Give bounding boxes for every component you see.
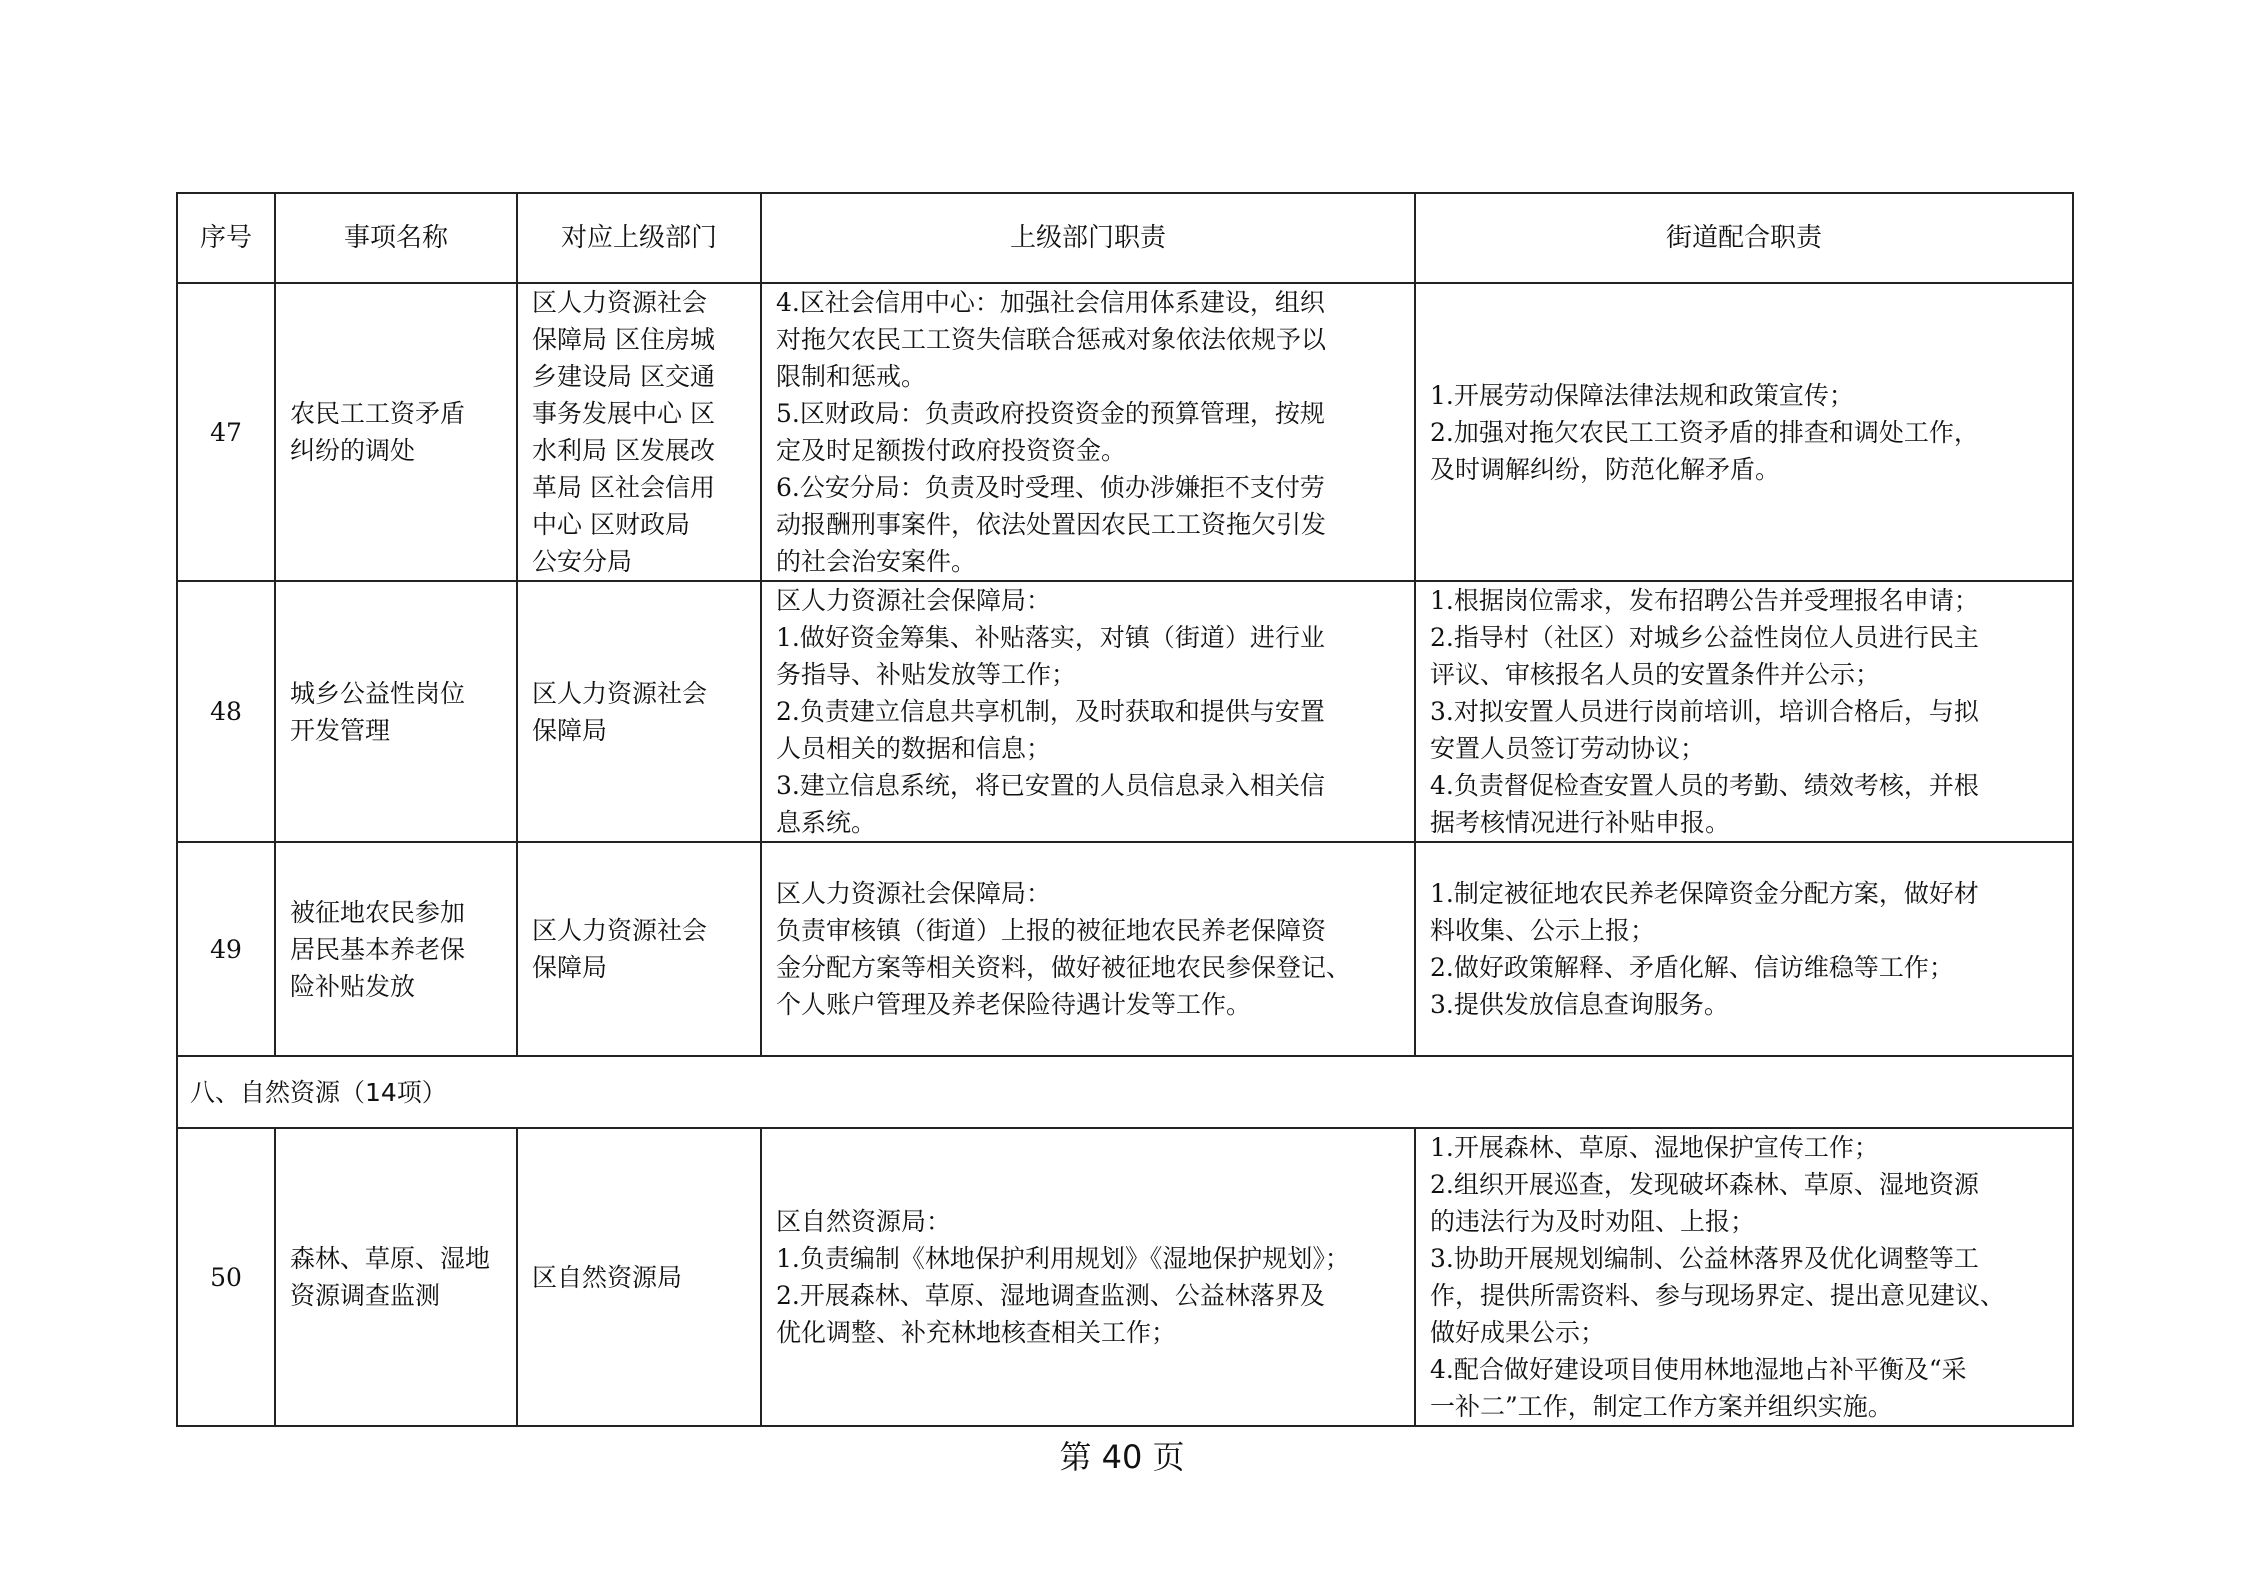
text-line: 1.制定被征地农民养老保障资金分配方案，做好材	[1430, 879, 1979, 908]
text-line: 的违法行为及时劝阻、上报；	[1430, 1207, 1756, 1236]
upper-dept	[517, 1128, 761, 1426]
text-line: 居民基本养老保	[290, 934, 466, 964]
header-street: 街道配合职责	[1415, 193, 2073, 283]
table-row	[177, 283, 2073, 581]
row-number: 49	[177, 842, 275, 1056]
text-line: 评议、审核报名人员的安置条件并公示；	[1430, 660, 1881, 689]
text-line: 动报酬刑事案件，依法处置因农民工工资拖欠引发	[776, 510, 1327, 539]
text-line: 6.公安分局：负责及时受理、侦办涉嫌拒不支付劳	[776, 473, 1325, 502]
item-name	[275, 283, 517, 581]
duty-table	[176, 192, 2074, 1427]
text-line: 农民工工资矛盾	[290, 399, 466, 428]
text-line: 2.加强对拖欠农民工工资矛盾的排查和调处工作，	[1430, 417, 1979, 447]
upper-dept	[517, 581, 761, 842]
text-line: 2.组织开展巡查，发现破坏森林、草原、湿地资源	[1430, 1170, 1979, 1199]
text-line: 务指导、补贴发放等工作；	[776, 660, 1077, 689]
text-line: 纠纷的调处	[290, 436, 416, 465]
text-line: 事务发展中心 区	[532, 399, 715, 428]
text-line: 限制和惩戒。	[776, 362, 927, 391]
text-line: 被征地农民参加	[290, 897, 466, 927]
text-line: 保障局 区住房城	[532, 325, 715, 354]
text-line: 一补二”工作，制定工作方案并组织实施。	[1430, 1392, 1893, 1421]
text-line: 据考核情况进行补贴申报。	[1430, 808, 1731, 837]
text-line: 定及时足额拨付政府投资资金。	[776, 436, 1127, 465]
upper-duty	[761, 581, 1415, 842]
text-line: 优化调整、补充林地核查相关工作；	[776, 1318, 1177, 1347]
item-name	[275, 842, 517, 1056]
street-duty	[1415, 842, 2073, 1056]
text-line: 做好成果公示；	[1430, 1318, 1606, 1347]
row-number: 48	[177, 581, 275, 842]
text-line: 革局 区社会信用	[532, 473, 715, 502]
header-upper: 上级部门职责	[761, 193, 1415, 283]
street-duty	[1415, 581, 2073, 842]
header-row	[177, 193, 2073, 283]
text-line: 1.做好资金筹集、补贴落实，对镇（街道）进行业	[776, 623, 1325, 652]
text-line: 城乡公益性岗位	[290, 678, 466, 708]
text-line: 区人力资源社会	[532, 288, 708, 317]
text-line: 3.建立信息系统，将已安置的人员信息录入相关信	[776, 771, 1325, 800]
text-line: 2.负责建立信息共享机制，及时获取和提供与安置	[776, 697, 1325, 726]
street-duty	[1415, 1128, 2073, 1426]
text-line: 区人力资源社会保障局：	[776, 586, 1052, 615]
text-line: 乡建设局 区交通	[532, 362, 715, 391]
header-name: 事项名称	[275, 193, 517, 283]
item-name	[275, 1128, 517, 1426]
header-num: 序号	[177, 193, 275, 283]
text-line: 个人账户管理及养老保险待遇计发等工作。	[776, 990, 1252, 1019]
text-line: 水利局 区发展改	[532, 436, 715, 465]
text-line: 2.指导村（社区）对城乡公益性岗位人员进行民主	[1430, 623, 1979, 652]
upper-dept	[517, 842, 761, 1056]
text-line: 金分配方案等相关资料，做好被征地农民参保登记、	[776, 953, 1352, 982]
text-line: 5.区财政局：负责政府投资资金的预算管理，按规	[776, 399, 1325, 428]
text-line: 1.负责编制《林地保护利用规划》《湿地保护规划》；	[776, 1244, 1350, 1273]
upper-duty	[761, 283, 1415, 581]
text-line: 3.对拟安置人员进行岗前培训，培训合格后，与拟	[1430, 697, 1979, 726]
text-line: 料收集、公示上报；	[1430, 916, 1656, 945]
text-line: 森林、草原、湿地	[290, 1244, 491, 1273]
text-line: 区人力资源社会	[532, 678, 708, 708]
text-line: 区人力资源社会	[532, 916, 708, 945]
text-line: 保障局	[532, 715, 608, 745]
item-name	[275, 581, 517, 842]
text-line: 3.提供发放信息查询服务。	[1430, 990, 1729, 1019]
text-line: 1.开展劳动保障法律法规和政策宣传；	[1430, 380, 1854, 410]
text-line: 1.开展森林、草原、湿地保护宣传工作；	[1430, 1133, 1879, 1162]
text-line: 险补贴发放	[290, 971, 416, 1001]
text-line: 区人力资源社会保障局：	[776, 879, 1052, 908]
text-line: 人员相关的数据和信息；	[776, 734, 1052, 763]
text-line: 4.配合做好建设项目使用林地湿地占补平衡及“采	[1430, 1355, 1967, 1384]
text-line: 2.开展森林、草原、湿地调查监测、公益林落界及	[776, 1281, 1325, 1310]
text-line: 的社会治安案件。	[776, 547, 977, 576]
street-duty	[1415, 283, 2073, 581]
table-row	[177, 842, 2073, 1056]
text-line: 及时调解纠纷，防范化解矛盾。	[1430, 454, 1781, 484]
text-line: 4.区社会信用中心：加强社会信用体系建设，组织	[776, 288, 1325, 317]
text-line: 息系统。	[776, 808, 877, 837]
text-line: 安置人员签订劳动协议；	[1430, 734, 1706, 763]
section-row	[177, 1056, 2073, 1128]
text-line: 区自然资源局：	[776, 1207, 952, 1236]
text-line: 对拖欠农民工工资失信联合惩戒对象依法依规予以	[776, 325, 1327, 354]
text-line: 中心 区财政局	[532, 510, 690, 539]
text-line: 作，提供所需资料、参与现场界定、提出意见建议、	[1430, 1281, 2006, 1310]
row-number: 47	[177, 283, 275, 581]
text-line: 保障局	[532, 953, 608, 982]
row-number: 50	[177, 1128, 275, 1426]
table-row	[177, 1128, 2073, 1426]
text-line: 2.做好政策解释、矛盾化解、信访维稳等工作；	[1430, 953, 1954, 982]
text-line: 资源调查监测	[290, 1281, 441, 1310]
upper-duty	[761, 842, 1415, 1056]
page-number: 第 40 页	[1059, 1438, 1185, 1476]
text-line: 负责审核镇（街道）上报的被征地农民养老保障资	[776, 916, 1327, 945]
text-line: 区自然资源局	[532, 1262, 683, 1292]
text-line: 1.根据岗位需求，发布招聘公告并受理报名申请；	[1430, 586, 1979, 615]
text-line: 公安分局	[532, 547, 633, 576]
upper-dept	[517, 283, 761, 581]
header-dept: 对应上级部门	[517, 193, 761, 283]
text-line: 3.协助开展规划编制、公益林落界及优化调整等工	[1430, 1244, 1979, 1273]
table-row	[177, 581, 2073, 842]
text-line: 开发管理	[290, 715, 391, 745]
section-title: 八、自然资源（14项）	[177, 1056, 2073, 1128]
upper-duty	[761, 1128, 1415, 1426]
text-line: 4.负责督促检查安置人员的考勤、绩效考核，并根	[1430, 771, 1979, 800]
